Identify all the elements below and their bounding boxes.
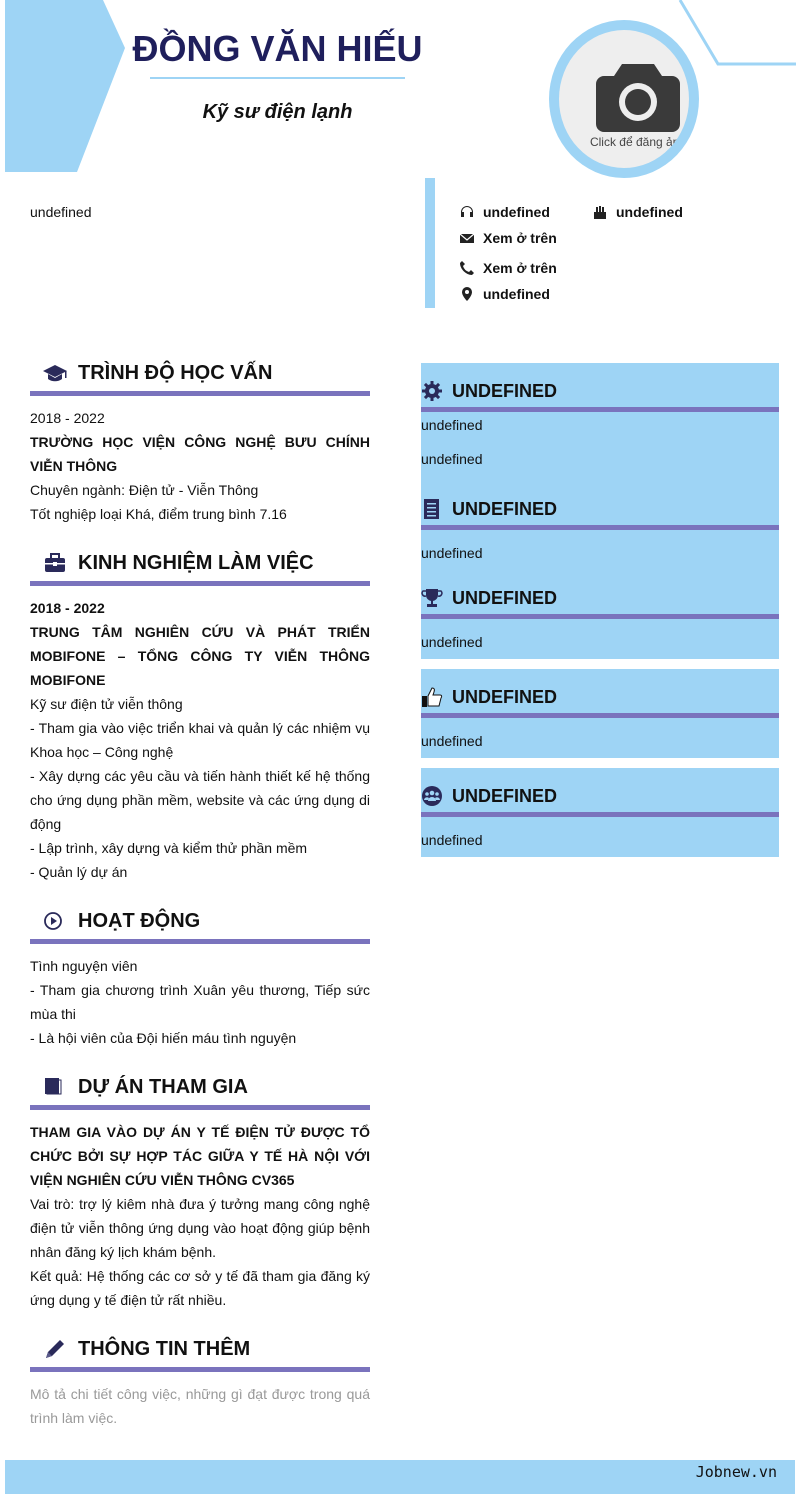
project-name: THAM GIA VÀO DỰ ÁN Y TẾ ĐIỆN TỬ ĐƯỢC TỔ CHỨC BỞI SỰ HỢP TÁC GIỮA Y TẾ HÀ NỘI VỚI VIỆN NGHIÊN CỨU VIỄN THÔNG CV365 — [30, 1124, 370, 1188]
education-title: TRÌNH ĐỘ HỌC VẤN — [78, 362, 273, 384]
corner-decoration — [5, 0, 125, 172]
activities-role: Tình nguyện viên — [30, 958, 138, 974]
interests-title: UNDEFINED — [452, 687, 558, 707]
project-role: Vai trò: trợ lý kiêm nhà đưa ý tưởng mang công nghệ điện tử viễn thông ứng dụng vào hoạt động giúp bệnh nhân đăng ký lịch khám bệnh. — [30, 1196, 370, 1260]
skills-item: undefined — [421, 451, 483, 467]
gender-icon — [592, 204, 608, 220]
footer-bar — [5, 1460, 795, 1494]
footer-brand[interactable]: Jobnew.vn — [695, 1463, 777, 1481]
experience-duty: - Tham gia vào việc triển khai và quản lý các nhiệm vụ Khoa học – Công nghệ — [30, 720, 370, 760]
education-period: 2018 - 2022 — [30, 410, 105, 426]
gender-value: undefined — [616, 204, 683, 220]
contact-birthday — [459, 202, 550, 222]
birthday-value: undefined — [483, 204, 550, 220]
envelope-icon — [459, 230, 475, 246]
avatar-label: Click để đăng ảnh — [589, 135, 687, 149]
awards-title: UNDEFINED — [452, 588, 558, 608]
references-item: undefined — [421, 832, 483, 848]
contact-email — [459, 228, 557, 248]
activities-title: HOẠT ĐỘNG — [78, 910, 201, 932]
certificates-item: undefined — [421, 545, 483, 561]
contact-phone — [459, 258, 557, 278]
more-info-title: THÔNG TIN THÊM — [78, 1338, 251, 1360]
skills-item: undefined — [421, 417, 483, 433]
experience-period: 2018 - 2022 — [30, 600, 105, 616]
project-result: Kết quả: Hệ thống các cơ sở y tế đã tham gia đăng ký ứng dụng y tế điện tử rất nhiều. — [30, 1268, 370, 1308]
references-header — [421, 777, 779, 817]
interests-item: undefined — [421, 733, 483, 749]
experience-company: TRUNG TÂM NGHIÊN CỨU VÀ PHÁT TRIỂN MOBIFONE – TỔNG CÔNG TY VIỄN THÔNG MOBIFONE — [30, 624, 370, 688]
awards-item: undefined — [421, 634, 483, 650]
education-school: TRƯỜNG HỌC VIỆN CÔNG NGHỆ BƯU CHÍNH VIỄN THÔNG — [30, 434, 370, 474]
contact-address — [459, 284, 550, 304]
thumbs-up-icon — [421, 686, 443, 708]
interests-header — [421, 678, 779, 718]
phone-value: Xem ở trên — [483, 260, 557, 276]
education-result: Tốt nghiệp loại Khá, điểm trung bình 7.16 — [30, 506, 287, 522]
references-title: UNDEFINED — [452, 786, 558, 806]
activities-item: - Là hội viên của Đội hiến máu tình nguyện — [30, 1030, 297, 1046]
trophy-icon — [421, 587, 443, 609]
play-circle-icon — [42, 910, 68, 932]
experience-title: KINH NGHIỆM LÀM VIỆC — [78, 552, 314, 574]
pencil-icon — [42, 1338, 68, 1360]
projects-header — [30, 1070, 370, 1110]
briefcase-icon — [42, 552, 68, 574]
experience-duty: - Lập trình, xây dựng và kiểm thử phần mềm — [30, 840, 308, 856]
group-icon — [421, 785, 443, 807]
job-title: Kỹ sư điện lạnh — [202, 101, 353, 123]
experience-position: Kỹ sư điện tử viễn thông — [30, 696, 183, 712]
gear-icon — [421, 380, 443, 402]
certificates-header — [421, 490, 779, 530]
address-value: undefined — [483, 286, 550, 302]
camera-icon — [596, 60, 680, 134]
activities-item: - Tham gia chương trình Xuân yêu thương, Tiếp sức mùa thi — [30, 982, 370, 1022]
career-summary: undefined — [30, 204, 92, 220]
contact-accent-bar — [425, 178, 435, 308]
certificates-title: UNDEFINED — [452, 499, 558, 519]
more-info-header — [30, 1332, 370, 1372]
graduation-cap-icon — [42, 362, 68, 384]
skills-title: UNDEFINED — [452, 381, 558, 401]
book-icon — [42, 1076, 68, 1098]
email-value: Xem ở trên — [483, 230, 557, 246]
more-info-placeholder[interactable]: Mô tả chi tiết công việc, những gì đạt được trong quá trình làm việc. — [30, 1386, 370, 1426]
projects-title: DỰ ÁN THAM GIA — [78, 1076, 248, 1098]
contact-gender — [592, 202, 683, 222]
education-header — [30, 356, 370, 396]
education-major: Chuyên ngành: Điện tử - Viễn Thông — [30, 482, 259, 498]
phone-icon — [459, 260, 475, 276]
name-underline — [150, 77, 405, 79]
awards-header — [421, 579, 779, 619]
location-pin-icon — [459, 286, 475, 302]
birthday-icon — [459, 204, 475, 220]
experience-duty: - Xây dựng các yêu cầu và tiến hành thiết kế hệ thống cho ứng dụng phần mềm, website và các ứng dụng di động — [30, 768, 370, 832]
experience-header — [30, 546, 370, 586]
corner-line-decoration — [678, 0, 800, 70]
activities-header — [30, 904, 370, 944]
avatar-upload[interactable] — [549, 20, 699, 178]
experience-duty: - Quản lý dự án — [30, 864, 128, 880]
candidate-name: ĐỒNG VĂN HIẾU — [132, 28, 423, 69]
document-list-icon — [421, 498, 443, 520]
skills-header — [421, 372, 779, 412]
